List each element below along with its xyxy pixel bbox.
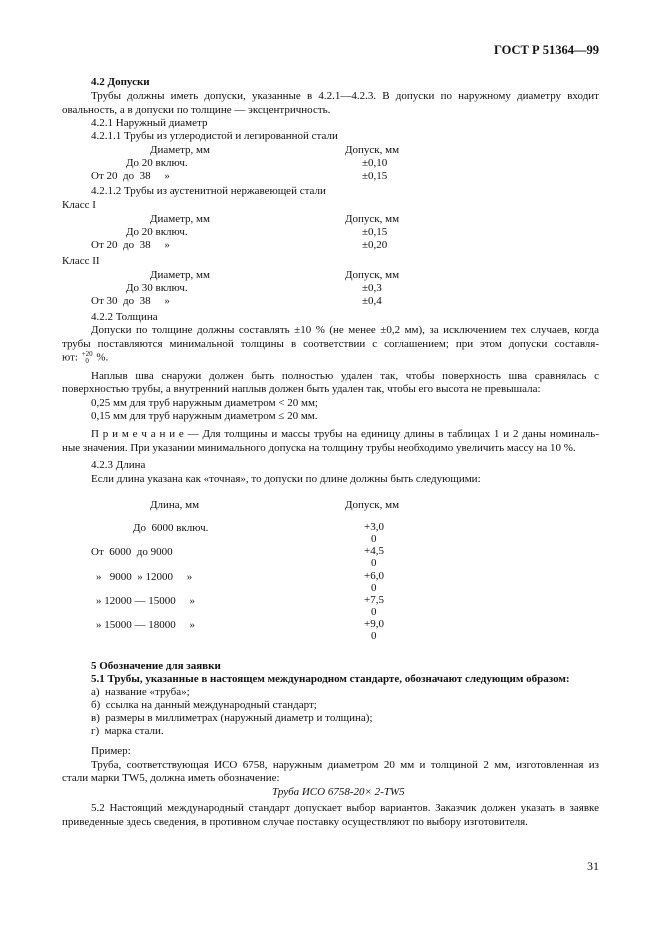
note-label: П р и м е ч а н и е bbox=[91, 428, 184, 440]
class-i-label: Класс I bbox=[62, 199, 96, 211]
table-header-diameter: Диаметр, мм bbox=[150, 269, 210, 281]
section-4-2-1-2: 4.2.1.2 Трубы из аустенитной нержавеющей стали bbox=[91, 185, 326, 197]
paragraph-line: овальность, а в допуски по толщине — эксцентричность. bbox=[62, 104, 331, 116]
table-header-diameter: Диаметр, мм bbox=[150, 144, 210, 156]
table-header-tolerance: Допуск, мм bbox=[345, 499, 400, 511]
table-cell: От 20 до 38 » bbox=[91, 239, 170, 251]
table-cell-tolerance-plus: +9,0 bbox=[364, 618, 384, 630]
table-cell: От 20 до 38 » bbox=[91, 170, 170, 182]
example-line: Труба, соответствующая ИСО 6758, наружным диаметром 20 мм и толщиной 2 мм, изготовленная из bbox=[91, 759, 599, 771]
table-cell: До 30 включ. bbox=[126, 282, 188, 294]
table-header-tolerance: Допуск, мм bbox=[345, 269, 400, 281]
paragraph-line: поверхностью трубы, а внутренний наплыв должен быть удален так, чтобы его высота не превышала: bbox=[62, 383, 541, 395]
list-item: 0,25 мм для труб наружным диаметром < 20 мм; bbox=[91, 397, 318, 409]
tolerance-fraction bbox=[82, 351, 93, 365]
table-cell: » 12000 — 15000 » bbox=[96, 595, 195, 607]
table-header-tolerance: Допуск, мм bbox=[345, 144, 400, 156]
section-4-2-title: 4.2 Допуски bbox=[91, 76, 150, 88]
table-cell: ±0,15 bbox=[362, 226, 388, 238]
table-cell-tolerance-minus: 0 bbox=[371, 557, 377, 569]
table-cell: От 30 до 38 » bbox=[91, 295, 170, 307]
page-number: 31 bbox=[587, 859, 599, 873]
example-label: Пример: bbox=[91, 745, 131, 757]
section-4-2-1-1: 4.2.1.1 Трубы из углеродистой и легированной стали bbox=[91, 130, 338, 142]
class-ii-label: Класс II bbox=[62, 255, 100, 267]
table-header-diameter: Диаметр, мм bbox=[150, 213, 210, 225]
paragraph-line bbox=[62, 351, 108, 365]
table-cell-tolerance-plus: +4,5 bbox=[364, 545, 384, 557]
note-line bbox=[91, 428, 599, 442]
list-item: в) размеры в миллиметрах (наружный диаметр и толщина); bbox=[91, 712, 373, 724]
section-5-1: 5.1 Трубы, указанные в настоящем международном стандарте, обозначают следующим образом: bbox=[91, 673, 570, 685]
section-4-2-2: 4.2.2 Толщина bbox=[91, 311, 158, 323]
paragraph-line: Трубы должны иметь допуски, указанные в 4.2.1—4.2.3. В допуски по наружному диаметру входит bbox=[91, 90, 599, 102]
list-item: г) марка стали. bbox=[91, 725, 164, 737]
table-cell: До 6000 включ. bbox=[133, 522, 209, 534]
table-cell-tolerance-minus: 0 bbox=[371, 582, 377, 594]
paragraph-line: трубы поставляются минимальной толщины в соответствии с соглашением; при этом допуски составля- bbox=[62, 338, 599, 350]
text-fragment: ют: bbox=[62, 351, 78, 364]
document-header: ГОСТ Р 51364—99 bbox=[493, 43, 599, 57]
table-cell-tolerance-minus: 0 bbox=[371, 533, 377, 545]
paragraph-line: приведенные здесь сведения, в противном случае поставку осуществляют по выбору изготовителя. bbox=[62, 816, 528, 828]
table-header-tolerance: Допуск, мм bbox=[345, 213, 400, 225]
table-cell: » 15000 — 18000 » bbox=[96, 619, 195, 631]
table-cell: ±0,10 bbox=[362, 157, 388, 169]
section-5-title: 5 Обозначение для заявки bbox=[91, 660, 221, 672]
paragraph-line: 5.2 Настоящий международный стандарт допускает выбор вариантов. Заказчик должен указать в заявке bbox=[91, 802, 599, 814]
example-line: стали марки TW5, должна иметь обозначение: bbox=[62, 772, 280, 784]
table-cell: До 20 включ. bbox=[126, 157, 188, 169]
note-line: ные значения. При указании минимального допуска на толщину трубы необходимо увеличить массу на 10 %. bbox=[62, 442, 576, 454]
table-cell-tolerance-minus: 0 bbox=[371, 630, 377, 642]
list-item: 0,15 мм для труб наружным диаметром ≤ 20 мм. bbox=[91, 410, 318, 422]
table-cell: До 20 включ. bbox=[126, 226, 188, 238]
list-item: а) название «труба»; bbox=[91, 686, 190, 698]
table-cell-tolerance-plus: +6,0 bbox=[364, 570, 384, 582]
table-header-length: Длина, мм bbox=[150, 499, 200, 511]
note-text: — Для толщины и массы трубы на единицу длины в таблицах 1 и 2 даны номиналь- bbox=[183, 428, 599, 440]
table-cell: » 9000 » 12000 » bbox=[96, 571, 193, 583]
table-cell-tolerance-plus: +3,0 bbox=[364, 521, 384, 533]
paragraph-line: Если длина указана как «точная», то допуски по длине должны быть следующими: bbox=[91, 473, 481, 485]
list-item: б) ссылка на данный международный стандарт; bbox=[91, 699, 317, 711]
table-cell: ±0,15 bbox=[362, 170, 388, 182]
table-cell-tolerance-minus: 0 bbox=[371, 606, 377, 618]
tolerance-upper: +20 bbox=[81, 350, 93, 358]
section-4-2-1: 4.2.1 Наружный диаметр bbox=[91, 117, 208, 129]
table-cell-tolerance-plus: +7,5 bbox=[364, 594, 384, 606]
table-cell: ±0,3 bbox=[362, 282, 382, 294]
section-4-2-3: 4.2.3 Длина bbox=[91, 459, 146, 471]
table-cell: ±0,4 bbox=[362, 295, 382, 307]
tolerance-lower: 0 bbox=[85, 357, 89, 365]
table-cell: От 6000 до 9000 bbox=[91, 546, 173, 558]
text-fragment: %. bbox=[96, 351, 109, 364]
designation-example: Труба ИСО 6758-20× 2-TW5 bbox=[272, 786, 405, 798]
paragraph-line: Допуски по толщине должны составлять ±10 % (не менее ±0,2 мм), за исключением тех случаев, когда bbox=[91, 324, 599, 336]
paragraph-line: Наплыв шва снаружи должен быть полностью удален так, чтобы поверхность шва сравнялась с bbox=[91, 370, 599, 382]
table-cell: ±0,20 bbox=[362, 239, 388, 251]
